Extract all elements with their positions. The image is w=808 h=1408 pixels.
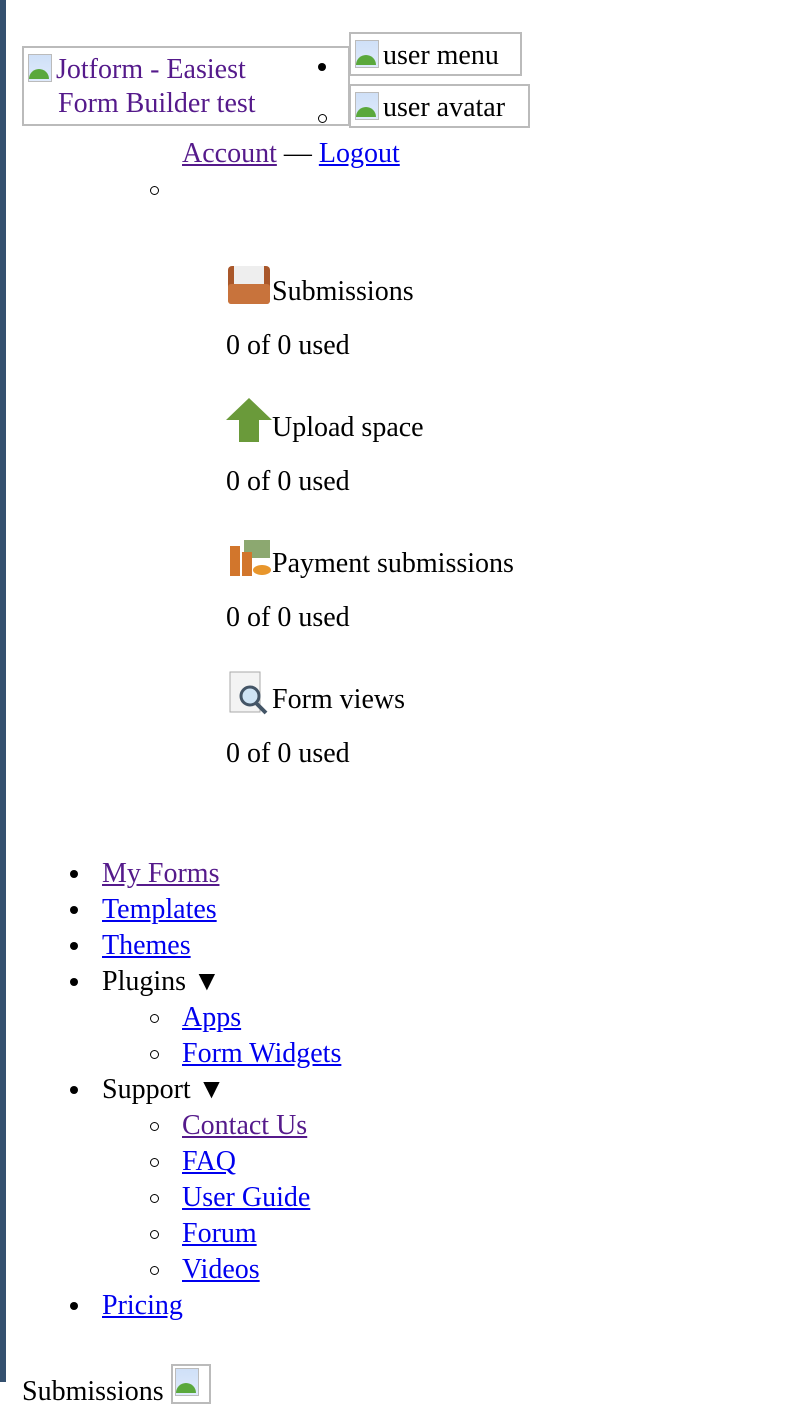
bullet (150, 1050, 159, 1059)
bullet (318, 63, 326, 71)
usage-payment-submissions (226, 534, 514, 580)
left-edge-bar (0, 0, 6, 1382)
usage-value: 0 of 0 used (226, 602, 350, 633)
nav-themes[interactable]: Themes (102, 930, 191, 961)
logo-image-alt[interactable] (26, 52, 246, 86)
nav-user-guide[interactable]: User Guide (182, 1182, 311, 1213)
bullet (70, 870, 78, 878)
magnifier-page-icon (226, 670, 272, 716)
broken-image-icon (26, 52, 56, 82)
usage-upload-space (226, 398, 424, 444)
user-menu-alt[interactable] (353, 38, 499, 72)
broken-image-icon (353, 90, 383, 120)
nav-templates[interactable]: Templates (102, 894, 217, 925)
bullet (150, 186, 159, 195)
nav-support-dropdown[interactable]: Support ▼ (102, 1074, 226, 1105)
bullet (70, 1086, 78, 1094)
submissions-label: Submissions (22, 1376, 164, 1407)
broken-image-icon (353, 38, 383, 68)
bullet (150, 1194, 159, 1203)
bullet (150, 1230, 159, 1239)
bullet (70, 978, 78, 986)
user-avatar-alt[interactable] (353, 90, 505, 124)
bullet (150, 1014, 159, 1023)
nav-apps[interactable]: Apps (182, 1002, 242, 1033)
bullet (70, 906, 78, 914)
nav-my-forms[interactable]: My Forms (102, 858, 220, 889)
nav-faq[interactable]: FAQ (182, 1146, 236, 1177)
usage-label: Form views (272, 684, 405, 715)
bullet (150, 1158, 159, 1167)
nav-pricing[interactable]: Pricing (102, 1290, 183, 1321)
usage-label: Payment submissions (272, 548, 514, 579)
bullet (150, 1122, 159, 1131)
nav-contact-us[interactable]: Contact Us (182, 1110, 308, 1141)
bullet (150, 1266, 159, 1275)
account-link[interactable]: Account (182, 138, 277, 169)
user-avatar-text: user avatar (383, 92, 506, 123)
bullet (318, 114, 327, 123)
coins-icon (226, 534, 272, 580)
usage-submissions (226, 262, 414, 308)
nav-plugins-dropdown[interactable]: Plugins ▼ (102, 966, 221, 997)
nav-videos[interactable]: Videos (182, 1254, 260, 1285)
broken-image-icon (171, 1364, 211, 1404)
nav-form-widgets[interactable]: Form Widgets (182, 1038, 342, 1069)
nav-forum[interactable]: Forum (182, 1218, 257, 1249)
user-menu-text: user menu (383, 40, 499, 71)
bullet (70, 1302, 78, 1310)
logo-text-line1: Jotform - Easiest (56, 54, 246, 85)
usage-label: Upload space (272, 412, 424, 443)
submissions-heading (22, 1364, 211, 1408)
usage-form-views (226, 670, 405, 716)
usage-value: 0 of 0 used (226, 466, 350, 497)
usage-value: 0 of 0 used (226, 330, 350, 361)
bullet (70, 942, 78, 950)
usage-value: 0 of 0 used (226, 738, 350, 769)
usage-label: Submissions (272, 276, 414, 307)
logo-text-line2: Form Builder test (58, 88, 256, 119)
logout-link[interactable]: Logout (318, 138, 400, 169)
upload-arrow-icon (226, 398, 272, 444)
inbox-icon (226, 262, 272, 308)
separator: — (283, 138, 312, 169)
